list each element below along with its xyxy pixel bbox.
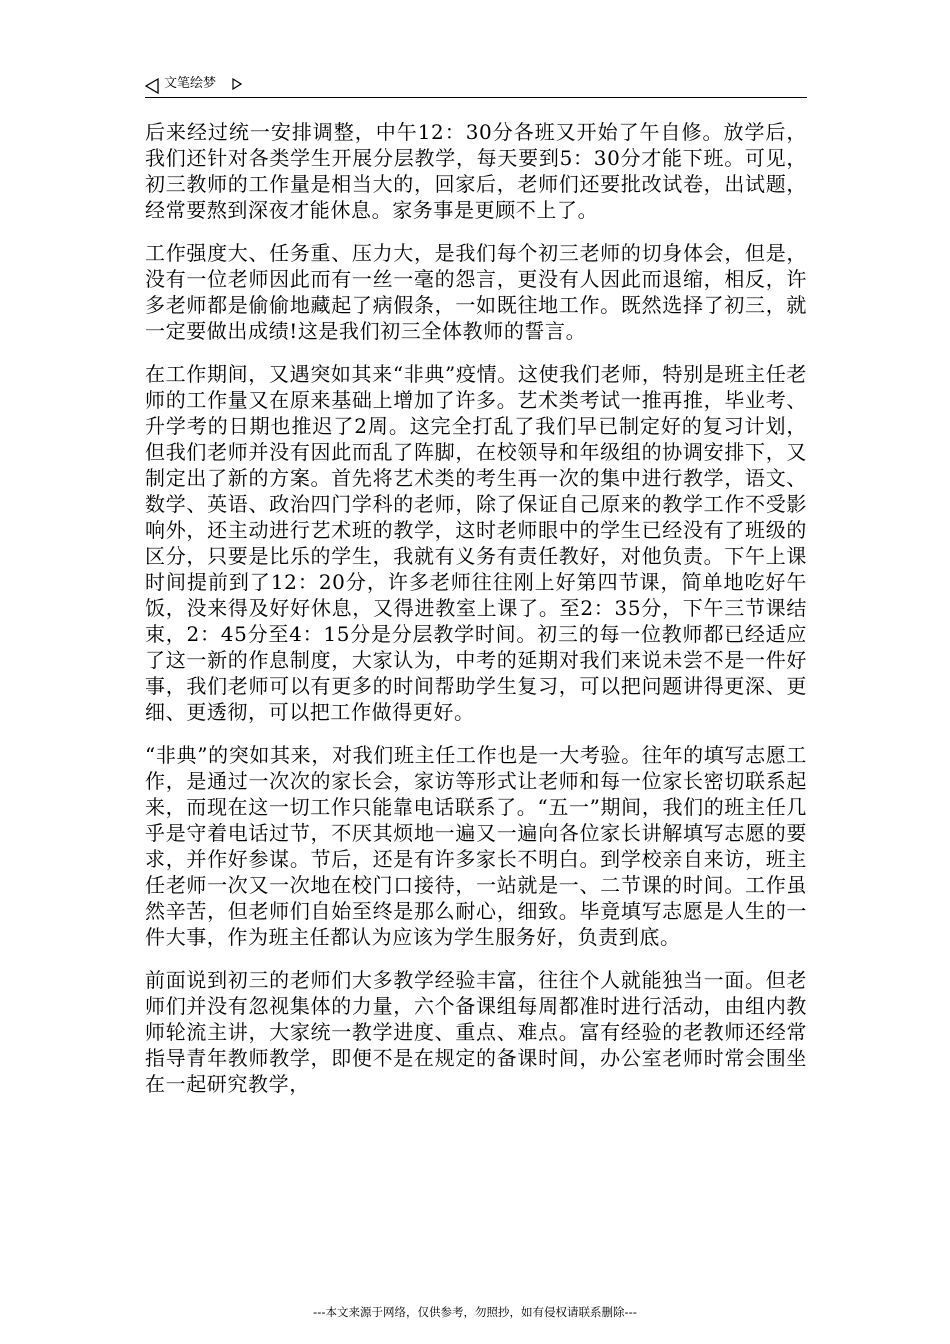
paragraph: 后来经过统一安排调整，中午12：30分各班又开始了午自修。放学后，我们还针对各类学生开展分层教学，每天要到5：30分才能下班。可见，初三教师的工作量是相当大的，回家后，老师们还要批改试卷，出试题，经常要熬到深夜才能休息。家务事是更顾不上了。 bbox=[145, 120, 807, 222]
document-body bbox=[145, 119, 807, 1114]
header-divider bbox=[145, 97, 807, 98]
page-footer: ---本文来源于网络，仅供参考，勿照抄，如有侵权请联系删除--- bbox=[313, 1305, 637, 1319]
triangle-right-icon bbox=[232, 78, 242, 90]
paragraph: 前面说到初三的老师们大多教学经验丰富，往往个人就能独当一面。但老师们并没有忽视集体的力量，六个备课组每周都准时进行活动，由组内教师轮流主讲，大家统一教学进度、重点、难点。富有经验的老教师还经常指导青年教师教学，即便不是在规定的备课时间，办公室老师时常会围坐在一起研究教学， bbox=[145, 968, 807, 1096]
paragraph: 在工作期间，又遇突如其来“非典”疫情。这使我们老师，特别是班主任老师的工作量又在原来基础上增加了许多。艺术类考试一推再推，毕业考、升学考的日期也推迟了2周。这完全打乱了我们早已制定好的复习计划，但我们老师并没有因此而乱了阵脚，在校领导和年级组的协调安排下，又制定出了新的方案。首先将艺术类的考生再一次的集中进行教学，语文、数学、英语、政治四门学科的老师，除了保证自己原来的教学工作不受影响外，还主动进行艺术班的教学，这时老师眼中的学生已经没有了班级的区分，只要是比乐的学生，我就有义务有责任教好，对他负责。下午上课时间提前到了12：20分，许多老师往往刚上好第四节课，简单地吃好午饭，没来得及好好休息，又得进教室上课了。至2：35分，下午三节课结束，2：45分至4：15分是分层教学时间。初三的每一位教师都已经适应了这一新的作息制度，大家认为，中考的延期对我们来说未尝不是一件好事，我们老师可以有更多的时间帮助学生复习，可以把问题讲得更深、更细、更透彻，可以把工作做得更好。 bbox=[145, 362, 807, 724]
paragraph: 工作强度大、任务重、压力大，是我们每个初三老师的切身体会，但是，没有一位老师因此而有一丝一毫的怨言，更没有人因此而退缩，相反，许多老师都是偷偷地藏起了病假条，一如既往地工作。既然选择了初三，就一定要做出成绩!这是我们初三全体教师的誓言。 bbox=[145, 241, 807, 343]
header-title: 文笔绘梦 bbox=[164, 76, 217, 91]
page-header bbox=[145, 73, 807, 99]
paragraph: “非典”的突如其来，对我们班主任工作也是一大考验。往年的填写志愿工作，是通过一次次的家长会，家访等形式让老师和每一位家长密切联系起来，而现在这一切工作只能靠电话联系了。“五一”期间，我们的班主任几乎是守着电话过节，不厌其烦地一遍又一遍向各位家长讲解填写志愿的要求，并作好参谋。节后，还是有许多家长不明白。到学校亲自来访，班主任老师一次又一次地在校门口接待，一站就是一、二节课的时间。工作虽然辛苦，但老师们自始至终是那么耐心，细致。毕竟填写志愿是人生的一件大事，作为班主任都认为应该为学生服务好，负责到底。 bbox=[145, 743, 807, 949]
triangle-left-icon bbox=[145, 78, 159, 94]
